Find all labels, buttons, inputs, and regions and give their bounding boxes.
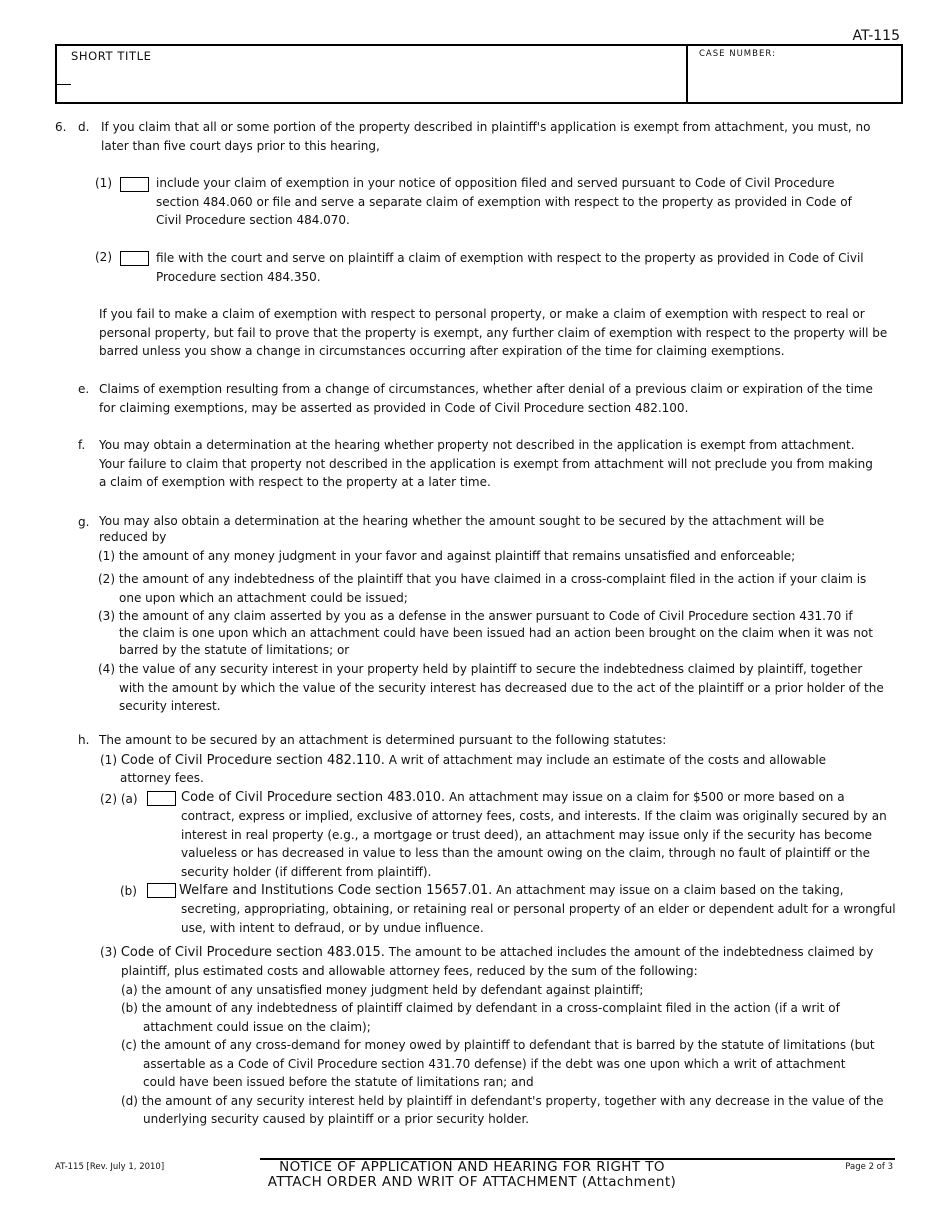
caption-divider xyxy=(686,46,688,102)
item-g-3 xyxy=(98,608,873,659)
text-line: (4) the value of any security interest in your property held by plaintiff to secure the indebtedness claimed by plaintiff, together xyxy=(98,662,863,676)
text-line: interest in real property (e.g., a mortgage or trust deed), an attachment may issue only if the security has become xyxy=(181,827,873,842)
text-line: Your failure to claim that property not described in the application is exempt from attachment will not preclude you from making xyxy=(99,456,873,471)
text-line: Procedure section 484.350. xyxy=(156,269,321,284)
text-line xyxy=(100,752,826,770)
item-f-label: f. xyxy=(78,438,86,452)
item-g-1: (1) the amount of any money judgment in your favor and against plaintiff that remains unsatisfied and enforceable; xyxy=(98,549,796,563)
text-line: secreting, appropriating, obtaining, or retaining real or personal property of an elder or dependent adult for a wrongful xyxy=(181,902,896,916)
text-line xyxy=(181,788,887,807)
statute-3-a: (a) the amount of any unsatisfied money judgment held by defendant against plaintiff; xyxy=(121,982,644,997)
text-line: barred by the statute of limitations; or xyxy=(119,643,350,657)
text-line: Claims of exemption resulting from a change of circumstances, whether after denial of a previous claim or expiration of the time xyxy=(99,382,873,396)
statute-1-label: (1) xyxy=(100,753,117,767)
short-title-field[interactable] xyxy=(57,84,71,85)
text-line: (2) the amount of any indebtedness of the plaintiff that you have claimed in a cross-complaint filed in the action if your claim is xyxy=(98,572,867,586)
statute-1 xyxy=(100,752,826,786)
statute-2a-code: Code of Civil Procedure section 483.010. xyxy=(181,790,446,805)
statute-1-text: A writ of attachment may include an estimate of the costs and allowable xyxy=(388,753,827,767)
text-line: ATTACH ORDER AND WRIT OF ATTACHMENT (Attachment) xyxy=(267,1174,677,1190)
text-line: If you fail to make a claim of exemption with respect to personal property, or make a claim of exemption with respect to real or xyxy=(99,307,865,321)
text-line: Civil Procedure section 484.070. xyxy=(156,213,350,227)
item-h-label: h. xyxy=(78,733,90,747)
exemption-failure-paragraph xyxy=(99,305,887,361)
text-line: personal property, but fail to prove that the property is exempt, any further claim of exemption with respect to the property will be xyxy=(99,325,888,340)
statute-3-code: Code of Civil Procedure section 483.015. xyxy=(120,945,385,960)
item-e-text xyxy=(99,380,873,417)
text-line: contract, express or implied, exclusive of attorney fees, costs, and interests. If the claim was originally secured by an xyxy=(181,809,887,823)
form-number: AT-115 xyxy=(852,28,900,44)
text-line: reduced by xyxy=(99,530,167,544)
statute-2b-text xyxy=(179,881,896,937)
statute-2b-checkbox[interactable] xyxy=(147,883,176,898)
text-line: You may also obtain a determination at the hearing whether the amount sought to be secured by the attachment will be xyxy=(99,514,825,528)
item-g-4 xyxy=(98,660,884,716)
text-line: a claim of exemption with respect to the property at a later time. xyxy=(99,475,491,489)
text-line: use, with intent to defraud, or by undue influence. xyxy=(181,920,484,935)
text-line: barred unless you show a change in circumstances occurring after expiration of the time for claiming exemptions. xyxy=(99,344,785,358)
text-line: attachment could issue on the claim); xyxy=(143,1019,371,1034)
text-line: include your claim of exemption in your notice of opposition filed and served pursuant to Code of Civil Procedure xyxy=(156,176,835,190)
text-line: section 484.060 or file and serve a separate claim of exemption with respect to the property as provided in Code of xyxy=(156,194,852,209)
text-line: You may obtain a determination at the hearing whether property not described in the application is exempt from attachment. xyxy=(99,438,855,452)
statute-3-d: (d) the amount of any security interest held by plaintiff in defendant's property, together with any decrease in the value of the xyxy=(121,1093,884,1108)
footer-form-revision: AT-115 [Rev. July 1, 2010] xyxy=(55,1162,165,1172)
text-line: file with the court and serve on plaintiff a claim of exemption with respect to the property as provided in Code of Civil xyxy=(156,251,864,265)
item-d-text xyxy=(101,118,870,155)
text-line: NOTICE OF APPLICATION AND HEARING FOR RIGHT TO xyxy=(279,1159,665,1175)
statute-2a-label: (2) (a) xyxy=(100,792,138,806)
text-line: with the amount by which the value of the security interest has decreased due to the act of the plaintiff or a prior holder of the xyxy=(119,680,884,695)
statute-3-rest: The amount to be attached includes the amount of the indebtedness claimed by xyxy=(388,945,874,959)
statute-3 xyxy=(100,943,884,1129)
text-line xyxy=(100,943,884,962)
caption-box xyxy=(55,44,903,104)
text-line: underlying security caused by plaintiff or a prior security holder. xyxy=(143,1112,530,1126)
item-d-label: d. xyxy=(78,120,90,134)
case-number-label: CASE NUMBER: xyxy=(699,49,776,59)
text-line: plaintiff, plus estimated costs and allowable attorney fees, reduced by the sum of the following: xyxy=(121,964,698,978)
text-line: security holder (if different from plaintiff). xyxy=(181,864,432,879)
item-g-2 xyxy=(98,570,866,607)
text-line: could have been issued before the statute of limitations ran; and xyxy=(143,1075,534,1089)
option-2-checkbox[interactable] xyxy=(120,251,149,266)
statute-2a-checkbox[interactable] xyxy=(147,791,176,806)
text-line: valueless or has decreased in value to less than the amount owing on the claim, through no fault of plaintiff or the xyxy=(181,846,870,860)
text-line: later than five court days prior to this hearing, xyxy=(101,138,380,153)
page-number: Page 2 of 3 xyxy=(845,1162,893,1172)
footer-form-title xyxy=(250,1160,694,1190)
text-line: (3) the amount of any claim asserted by you as a defense in the answer pursuant to Code of Civil Procedure section 431.70 if xyxy=(98,609,853,623)
item-h-intro: The amount to be secured by an attachment is determined pursuant to the following statutes: xyxy=(99,733,667,747)
statute-2a-rest: An attachment may issue on a claim for $500 or more based on a xyxy=(448,790,845,804)
statute-2a-text xyxy=(181,788,887,881)
text-line: assertable as a Code of Civil Procedure section 431.70 defense) if the debt was one upon which a writ of attachment xyxy=(143,1056,846,1071)
item-g-intro xyxy=(99,513,824,545)
text-line xyxy=(179,881,896,900)
statute-3-c: (c) the amount of any cross-demand for money owed by plaintiff to defendant that is barred by the statute of limitations (but xyxy=(121,1038,875,1052)
option-1-checkbox[interactable] xyxy=(120,177,149,192)
item-number: 6. xyxy=(55,120,67,134)
option-2-text xyxy=(156,249,864,286)
text-line: the claim is one upon which an attachment could have been issued had an action been brought on the claim when it was not xyxy=(119,626,873,640)
item-e-label: e. xyxy=(78,382,90,396)
option-1-text xyxy=(156,174,852,230)
text-line: for claiming exemptions, may be asserted as provided in Code of Civil Procedure section 482.100. xyxy=(99,400,689,415)
short-title-label: SHORT TITLE xyxy=(71,49,152,63)
option-1-label: (1) xyxy=(95,176,112,190)
text-line: security interest. xyxy=(119,699,221,713)
text-line: attorney fees. xyxy=(120,771,204,785)
statute-2b-label: (b) xyxy=(120,884,137,898)
item-f-text xyxy=(99,436,873,492)
statute-3-label: (3) xyxy=(100,945,117,959)
statute-1-code: Code of Civil Procedure section 482.110. xyxy=(120,753,385,768)
text-line: If you claim that all or some portion of the property described in plaintiff's application is exempt from attachment, you must, no xyxy=(101,120,871,134)
statute-3-b: (b) the amount of any indebtedness of plaintiff claimed by defendant in a cross-complaint filed in the action (if a writ of xyxy=(121,1001,840,1015)
option-2-label: (2) xyxy=(95,250,112,264)
item-g-label: g. xyxy=(78,515,90,529)
text-line: one upon which an attachment could be issued; xyxy=(119,590,408,605)
statute-2b-code: Welfare and Institutions Code section 15657.01. xyxy=(179,883,493,898)
statute-2b-rest: An attachment may issue on a claim based on the taking, xyxy=(496,883,844,897)
